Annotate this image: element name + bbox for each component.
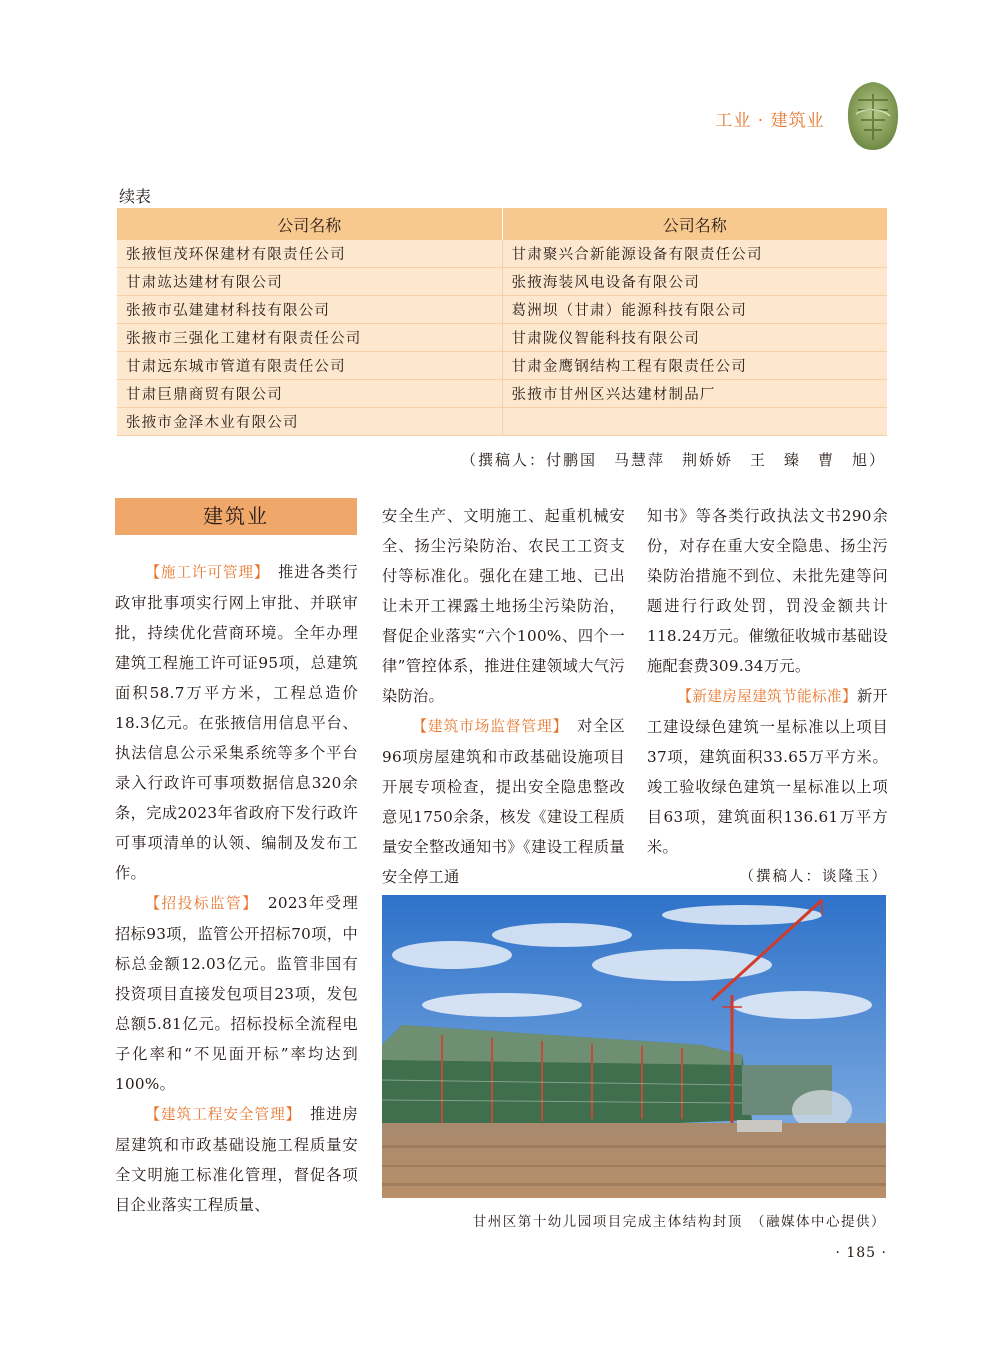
table-caption: 续表 [119,187,152,206]
table-cell: 张掖恒茂环保建材有限责任公司 [117,240,502,268]
paragraph-text: 推进各类行政审批事项实行网上审批、并联审批，持续优化营商环境。全年办理建筑工程施工许可证95项，总建筑面积58.7万平方米，工程总造价18.3亿元。在张掖信用信息平台、执法信息公示采集系统等多个平台录入行政许可事项数据信息320余条，完成2023年省政府下发行政许可事项清单的认领、编制及发布工作。 [115,563,358,882]
paragraph-text: 新开工建设绿色建筑一星标准以上项目37项，建筑面积33.65万平方米。竣工验收绿色建筑一星标准以上项目63项，建筑面积136.61万平方米。 [647,687,888,856]
table-header-cell: 公司名称 [502,208,887,240]
construction-site-photo [382,895,886,1198]
paragraph-bidding-supervision [115,888,358,1099]
table-cell: 张掖海装风电设备有限公司 [502,268,887,296]
table-row [117,324,887,352]
section-author-credit: （撰稿人：谈隆玉） [739,869,888,885]
paragraph-energy-standard [647,681,888,862]
paragraph-text: 对全区96项房屋建筑和市政基础设施项目开展专项检查，提出安全隐患整改意见1750余条，核发《建设工程质量安全整改通知书》《建设工程质量安全停工通 [382,717,625,886]
table-cell: 甘肃聚兴合新能源设备有限责任公司 [502,240,887,268]
table-row [117,240,887,268]
table-cell: 张掖市三强化工建材有限责任公司 [117,324,502,352]
paragraph-text: 2023年受理招标93项，监管公开招标70项，中标总金额12.03亿元。监管非国有投资项目直接发包项目23项，发包总额5.81亿元。招标投标全流程电子化率和“不见面开标”率均达到100%。 [115,894,358,1093]
table-cell: 甘肃陇仪智能科技有限公司 [502,324,887,352]
table-row [117,408,887,436]
running-header-title: 工业 · 建筑业 [715,111,825,131]
photo-caption: 甘州区第十幼儿园项目完成主体结构封顶 （融媒体中心提供） [472,1214,886,1230]
text-column-2 [382,501,625,892]
company-table [117,208,887,436]
page-number: · 185 · [835,1245,887,1261]
table-header-row [117,208,887,240]
table-cell: 张掖市甘州区兴达建材制品厂 [502,380,887,408]
paragraph-keyword: 【建筑工程安全管理】 [145,1106,294,1123]
table-row [117,380,887,408]
table-cell: 甘肃巨鼎商贸有限公司 [117,380,502,408]
paragraph-continuation: 安全生产、文明施工、起重机械安全、扬尘污染防治、农民工工资支付等标准化。强化在建工地、已出让未开工裸露土地扬尘污染防治，督促企业落实“六个100%、四个一律”管控体系，推进住建领域大气污染防治。 [382,507,625,705]
table-cell: 张掖市弘建建材科技有限公司 [117,296,502,324]
table-cell: 葛洲坝（甘肃）能源科技有限公司 [502,296,887,324]
paragraph-text: 推进房屋建筑和市政基础设施工程质量安全文明施工标准化管理，督促各项目企业落实工程质量、 [115,1105,358,1214]
table-row [117,296,887,324]
paragraph-keyword: 【招投标监管】 [145,895,252,912]
table-cell [502,408,887,436]
table-header-cell: 公司名称 [117,208,502,240]
paragraph-construction-permit [115,557,358,888]
table-cell: 甘肃金鹰钢结构工程有限责任公司 [502,352,887,380]
paragraph-keyword: 【建筑市场监督管理】 [412,718,561,735]
paragraph-market-supervision [382,711,625,892]
paragraph-safety-management [115,1099,358,1220]
paragraph-continuation: 知书》等各类行政执法文书290余份，对存在重大安全隐患、扬尘污染防治措施不到位、未批先建等问题进行行政处罚，罚没金额共计118.24万元。催缴征收城市基础设施配套费309.34万元。 [647,507,888,675]
text-column-3 [647,501,888,892]
table-cell: 甘肃竑达建材有限公司 [117,268,502,296]
table-author-credit: （撰稿人：付鹏国 马慧萍 荆娇娇 王 臻 曹 旭） [460,451,886,469]
table-cell: 张掖市金泽木业有限公司 [117,408,502,436]
paragraph-keyword: 【新建房屋建筑节能标准】 [677,688,857,705]
table-row [117,352,887,380]
section-heading: 建筑业 [115,498,357,535]
paragraph-keyword: 【施工许可管理】 [145,564,263,581]
seal-emblem-icon [846,80,900,152]
table-row [117,268,887,296]
table-cell: 甘肃远东城市管道有限责任公司 [117,352,502,380]
text-column-1 [115,557,358,1220]
